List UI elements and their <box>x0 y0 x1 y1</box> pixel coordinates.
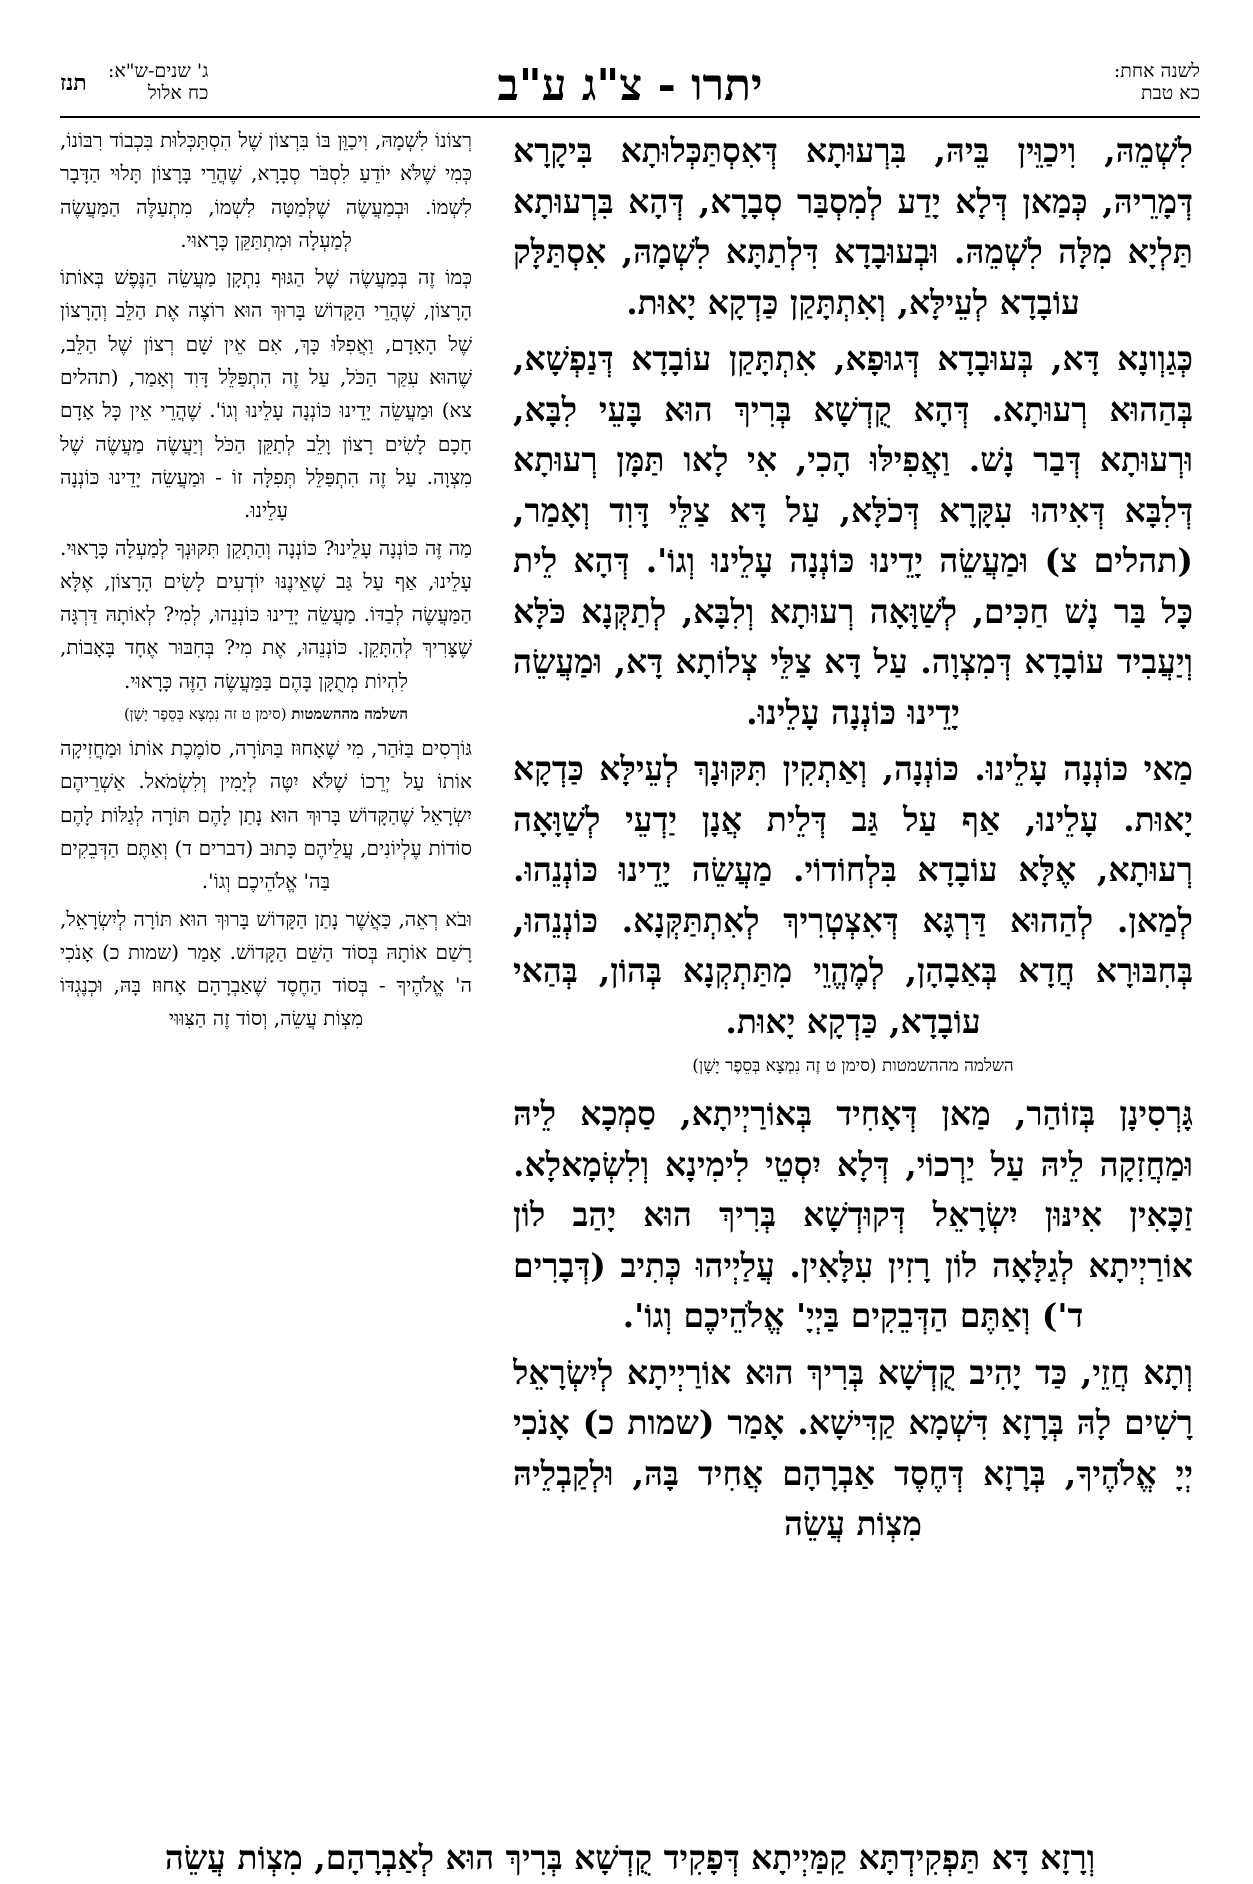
main-paragraph: לִשְׁמֵהּ, וִיכַוֵּין בֵּיהּ, בִּרְעוּתָא דְּאִסְתַּכְּלוּתָא בִּיקָרָא דְּמָרֵיהּ, כְּמַאן דְּלָא יָדַע לְמִסְבַּר סְבָרָא, דְּהָא בִּרְעוּתָא תַּלְיָא מִלָּה לִשְׁמֵהּ. וּבְעוּבָדָא דִּלְתַתָּא לִשְׁמָהּ, אִסְתַּלָּק עוֹבָדָא לְעֵילָּא, וְאִתְתָּקַן כַּדְקָא יָאוּת. <box>513 131 1193 322</box>
main-supplement-note: השלמה מההשמטות (סימן ט זֶה נִמְצָא בְּסֵפֶר יָשָׁן) <box>692 1056 1014 1076</box>
one-year-label: לשנה אחת: <box>1113 60 1200 82</box>
main-paragraph: מַאי כּוֹנְנָה עָלֵינוּ. כּוֹנְנָה, וְאַתְקִין תִּקּוּנָךְ לְעֵילָּא כַּדְקָא יָאוּת. עָלֵינוּ, אַף עַל גַּב דְּלֵית אֲנָן יַדְעֵי לְשַׁוָּאָה רְעוּתָא, אֶלָּא עוֹבָדָא בִּלְחוֹדוֹי. מַעֲשֵׂה יָדֵינוּ כּוֹנְנֵהוּ. לְמַאן. לְהַהוּא דַּרְגָּא דְּאִצְטְרִיךְ לְאִתְתַּקְּנָא. כּוֹנְנֵהוּ, בְּחִבּוּרָא חֲדָא בְּאַבָהָן, לְמֶהֱוֵי מִתַּתְקְנָא בְּהוֹן, בְּהַאי עוֹבָדָא, כַּדְקָא יָאוּת. <box>513 749 1193 1041</box>
header-left <box>108 60 208 104</box>
side-paragraph: מַה זֶּה כּוֹנְנָה עָלֵינוּ? כּוֹנְנָה וְהַתְקֵן תִּקּוּנְךָ לְמַעְלָה כָּרָאוּי. עָלֵינוּ, אַף עַל גַּב שֶׁאֵינֶנּוּ יוֹדְעִים לָשִׂים הָרָצוֹן, אֶלָּא הַמַּעֲשֶׂה לְבַדּוֹ. מַעֲשֵׂה יָדֵינוּ כּוֹנְנֵהוּ, לְמִי? לְאוֹתָהּ דַּרְגָּה שֶׁצָּרִיךְ לְהִתָּקֵן. כּוֹנְנֵהוּ, אֶת מִי? בְּחִבּוּר אֶחָד בָּאָבוֹת, לִהְיוֹת מְתֻקָּן בָּהֶם בַּמַּעֲשֶׂה הַזֶּה כָּרָאוּי. <box>60 535 472 693</box>
side-paragraph: רְצוֹנוֹ לִשְׁמָהּ, וִיכַוֵּן בּוֹ בִּרְצוֹן שֶׁל הִסְתַּכְּלוּת בִּכְבוֹד רִבּוֹנוֹ, כְּמִי שֶׁלֹּא יוֹדֵעַ לִסְבֹּר סְבָרָא, שֶׁהֲרֵי בָּרָצוֹן תָּלוּי הַדָּבָר לִשְׁמוֹ. וּבְמַעֲשֶׂה שֶׁלְּמַטָּה לִשְׁמוֹ, מִתְעַלֶּה הַמַּעֲשֶׂה לְמַעְלָה וּמִתְתַּקֵּן כָּרָאוּי. <box>60 128 472 252</box>
side-paragraph: וּבֹא רְאֵה, כַּאֲשֶׁר נָתַן הַקָּדוֹשׁ בָּרוּךְ הוּא תּוֹרָה לְיִשְׂרָאֵל, רָשַׁם אוֹתָהּ בְּסוֹד הַשֵּׁם הַקָּדוֹשׁ. אָמַר (שמות כ) אָנֹכִי ה' אֱלֹהֶיךָ - בְּסוֹד הַחֶסֶד שֶׁאַבְרָהָם אָחוּז בָּהּ, וּכְנֶגְדּוֹ מִצְוֹת עֲשֵׂה, וְסוֹד זֶה הַצִּוּוּי <box>60 906 472 1031</box>
side-supplement-ref: (סימן ט זה <box>224 705 287 724</box>
page-header <box>60 60 1200 120</box>
side-paragraph: כְּמוֹ זֶה בְּמַעֲשֶׂה שֶׁל הַגּוּף נִתְקָן מַעֲשֵׂה הַנֶּפֶשׁ בְּאוֹתוֹ הָרָצוֹן, שֶׁהֲרֵי הַקָּדוֹשׁ בָּרוּךְ הוּא רוֹצֶה אֶת הַלֵּב וְהָרָצוֹן שֶׁל הָאָדָם, וַאֲפִלּוּ כָּךְ, אִם אֵין שָׁם רְצוֹן שֶׁל הַלֵּב, שֶׁהוּא עִקַּר הַכֹּל, עַל זֶה הִתְפַּלֵּל דָּוִד וְאָמַר, (תהלים צא) וּמַעֲשֵׂה יָדֵינוּ כּוֹנְנָה עָלֵינוּ וְגוֹ'. שֶׁהֲרֵי אֵין כָּל אָדָם חָכָם לָשִׂים רָצוֹן וָלֵב לְתַקֵּן הַכֹּל וְיַעֲשֶׂה מַעֲשֶׂה שֶׁל מִצְוָה. עַל זֶה הִתְפַּלֵּל תְּפִלָּה זוֹ - וּמַעֲשֵׂה יָדֵינוּ כּוֹנְנָה עָלֵינוּ. <box>60 265 472 523</box>
header-divider <box>60 116 1200 118</box>
side-column-hebrew <box>60 124 472 1824</box>
three-years-date: כח אלול <box>147 82 209 104</box>
page-title: יתרו - צ"ג ע"ב <box>497 60 763 111</box>
main-paragraph: וְתָא חֲזֵי, כַּד יָהִיב קֻדְשָׁא בְּרִיךְ הוּא אוֹרַיְיתָא לְיִשְׂרָאֵל רָשִׁים לָהּ בְּרָזָא דִּשְׁמָא קַדִּישָׁא. אָמַר (שמות כ) אָנֹכִי יְיָ אֱלֹהֶיךָ, בְּרָזָא דְּחֶסֶד אַבְרָהָם אֲחִיד בָּהּ, וּלְקַבְלֵיהּ מִצְוֹת עֲשֵׂה <box>513 1352 1193 1543</box>
side-supplement-heading <box>60 702 472 726</box>
one-year-date: כא טבת <box>1141 82 1200 104</box>
main-column-aramaic <box>513 126 1193 1836</box>
main-paragraph: כְּגַוְונָא דָּא, בְּעוּבָדָא דְּגוּפָא, אִתְתָּקַן עוֹבָדָא דְּנַפְשָׁא, בְּהַהוּא רְעוּתָא. דְּהָא קֻדְשָׁא בְּרִיךְ הוּא בָּעֵי לִבָּא, וּרְעוּתָא דְּבַר נָשׁ. וַאֲפִילּוּ הָכִי, אִי לָאו תַּמָּן רְעוּתָא דְּלִבָּא דְּאִיהוּ עִקָּרָא דְּכֹלָּא, עַל דָּא צַלֵּי דָּוִד וְאָמַר, (תהלים צ) וּמַעֲשֵׂה יָדֵינוּ כּוֹנְנָה עָלֵינוּ וְגוֹ'. דְּהָא לֵית כָּל בַּר נָשׁ חַכִּים, לְשַׁוָּאָה רְעוּתָא וְלִבָּא, לְתַקְּנָא כֹּלָּא וְיַעֲבִיד עוֹבָדָא דְּמִצְוָה. עַל דָּא צַלֵּי צְלוֹתָא דָּא, וּמַעֲשֵׂה יָדֵינוּ כּוֹנְנָה עָלֵינוּ. <box>513 339 1193 732</box>
bottom-line: וְרָזָא דָּא תַּפְקִידְתָּא קַמַּיְיתָא דְּפָקִיד קֻדְשָׁא בְּרִיךְ הוּא לְאַבְרָהָם, מִצְוֹת עֲשֵׂה <box>164 1838 1096 1877</box>
side-supplement-label: השלמה מההשמטות <box>291 705 409 724</box>
page-number: תנז <box>60 70 87 96</box>
main-paragraph: גָּרְסִינָן בְּזוֹהַר, מַאן דְּאָחִיד בְּאוֹרַיְיתָא, סַמְכָא לֵיהּ וּמַחֲזִקָה לֵיהּ עַל יַרְכוֹי, דְּלָא יִסְטֵי לִימִינָא וְלִשְׂמָאלָא. זַכָּאִין אִינּוּן יִשְׂרָאֵל דְּקוּדְשָׁא בְּרִיךְ הוּא יָהַב לוֹן אוֹרַיְיתָא לְגַלָּאָה לוֹן רָזִין עִלָּאִין. עֲלַיְיהוּ כְּתִיב (דְּבָרִים ד') וְאַתֶּם הַדְּבֵקִים בַּיְיָ' אֱלֹהֵיכֶם וְגוֹ'. <box>513 1094 1193 1335</box>
side-paragraph: גּוֹרְסִים בַּזֹּהַר, מִי שֶׁאָחוּז בַּתּוֹרָה, סוֹמֶכֶת אוֹתוֹ וּמַחֲזִיקָה אוֹתוֹ עַל יְרֵכוֹ שֶׁלֹּא יִטֶּה לְיָמִין וְלִשְׂמֹאל. אַשְׁרֵיהֶם יִשְׂרָאֵל שֶׁהַקָּדוֹשׁ בָּרוּךְ הוּא נָתַן לָהֶם תּוֹרָה לְגַלּוֹת לָהֶם סוֹדוֹת עֶלְיוֹנִים, עֲלֵיהֶם כָּתוּב (דברים ד) וְאַתֶּם הַדְּבֵקִים בַּה' אֱלֹהֵיכֶם וְגוֹ'. <box>60 736 472 894</box>
side-supplement-note: נִמְצָא בְּסֵפֶר יָשָׁן) <box>123 705 220 724</box>
three-years-label: ג' שנים-ש"א: <box>108 60 209 82</box>
